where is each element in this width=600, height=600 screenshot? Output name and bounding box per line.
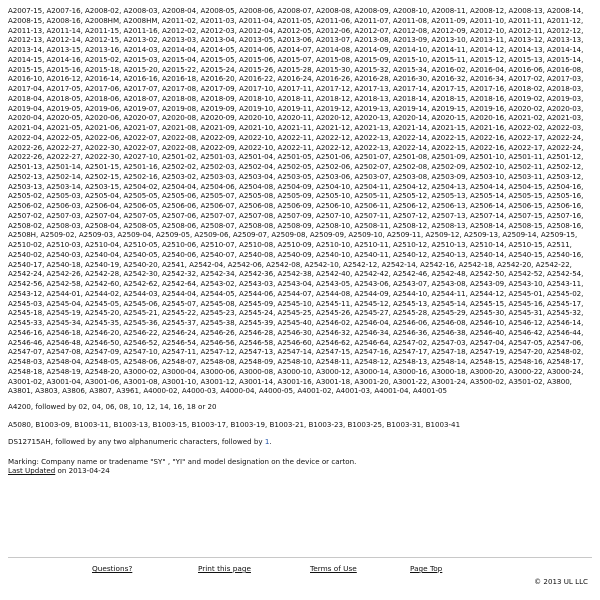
ds12715-line [8,437,592,447]
last-updated-label: Last Updated [8,466,56,476]
copyright-icon: © [534,578,542,586]
model-list: A2007-15, A2007-16, A2008-02, A2008-03, A2008-04, A2008-05, A2008-06, A2008-07, A2008-08, A2008-09, A2008-10, A2008-11, A2008-12, A2008-13, A2008-14, A2008-15, A2008-16, A2008HM, A2008HM, A2011-02, A2011-03, A2011-04, A2011-05, A2011-06, A2011-07, A2011-08, A2011-09, A2011-10, A2011-11, A2011-12, A2011-13, A2011-14, A2011-15, A2011-16, A2012-02, A2012-03, A2012-04, A2012-05, A2012-06, A2012-07, A2012-08, A2012-09, A2012-10, A2012-11, A2012-12, A2012-13, A2012-14, A2012-15, A2013-02, A2013-03, A2013-04, A2013-05, A2013-06, A2013-07, A2013-08, A2013-09, A2013-10, A2013-11, A2013-12, A2013-13, A2013-14, A2013-15, A2013-16, A2014-03, A2014-04, A2014-05, A2014-06, A2014-07, A2014-08, A2014-09, A2014-10, A2014-11, A2014-12, A2014-13, A2014-14, A2014-15, A2014-16, A2015-02, A2015-03, A2015-04, A2015-05, A2015-06, A2015-07, A2015-08, A2015-09, A2015-10, A2015-11, A2015-12, A2015-13, A2015-14, A2015-15, A2015-16, A2015-18, A2015-20, A2015-22, A2015-24, A2015-26, A2015-28, A2015-30, A2015-32, A2015-34, A2016-02, A2016-04, A2016-06, A2016-08, A2016-10, A2016-12, A2016-14, A2016-16, A2016-18, A2016-20, A2016-22, A2016-24, A2016-26, A2016-28, A2016-30, A2016-32, A2016-34, A2017-02, A2017-03, A2017-04, A2017-05, A2017-06, A2017-07, A2017-08, A2017-09, A2017-10, A2017-11, A2017-12, A2017-13, A2017-14, A2017-15, A2017-16, A2018-02, A2018-03, A2018-04, A2018-05, A2018-06, A2018-07, A2018-08, A2018-09, A2018-10, A2018-11, A2018-12, A2018-13, A2018-14, A2018-15, A2018-16, A2019-02, A2019-03, A2019-04, A2019-05, A2019-06, A2019-07, A2019-08, A2019-09, A2019-10, A2019-11, A2019-12, A2019-13, A2019-14, A2019-15, A2019-16, A2020-02, A2020-03, A2020-04, A2020-05, A2020-06, A2020-07, A2020-08, A2020-09, A2020-10, A2020-11, A2020-12, A2020-13, A2020-14, A2020-15, A2020-16, A2021-02, A2021-03, A2021-04, A2021-05, A2021-06, A2021-07, A2021-08, A2021-09, A2021-10, A2021-11, A2021-12, A2021-13, A2021-14, A2021-15, A2021-16, A2022-02, A2022-03, A2022-04, A2022-05, A2022-06, A2022-07, A2022-08, A2022-09, A2022-10, A2022-11, A2022-12, A2022-13, A2022-14, A2022-15, A2022-16, A2022-17, A2022-24, A2022-26, A2022-27, A2022-30, A2022-07, A2022-08, A2022-09, A2022-10, A2022-11, A2022-12, A2022-13, A2022-14, A2022-15, A2022-16, A2022-17, A2022-24, A2022-26, A2022-27, A2022-30, A2027-10, A2501-02, A2501-03, A2501-04, A2501-05, A2501-06, A2501-07, A2501-08, A2501-09, A2501-10, A2501-11, A2501-12, A2501-13, A2501-14, A2501-15, A2501-16, A2502-02, A2502-03, A2502-04, A2502-05, A2502-06, A2502-07, A2502-08, A2502-09, A2502-10, A2502-11, A2502-12, A2502-13, A2502-14, A2502-15, A2502-16, A2503-02, A2503-03, A2503-04, A2503-05, A2503-06, A2503-07, A2503-08, A2503-09, A2503-10, A2503-11, A2503-12, A2503-13, A2503-14, A2503-15, A2504-02, A2504-04, A2504-06, A2504-08, A2504-09, A2504-10, A2504-11, A2504-12, A2504-13, A2504-14, A2504-15, A2504-16, A2505-02, A2505-03, A2505-04, A2505-05, A2505-06, A2505-07, A2505-08, A2505-09, A2505-10, A2505-11, A2505-12, A2505-13, A2505-14, A2505-15, A2505-16, A2506-02, A2506-03, A2506-04, A2506-05, A2506-06, A2506-07, A2506-08, A2506-09, A2506-10, A2506-11, A2506-12, A2506-13, A2506-14, A2506-15, A2506-16, A2507-02, A2507-03, A2507-04, A2507-05, A2507-06, A2507-07, A2507-08, A2507-09, A2507-10, A2507-11, A2507-12, A2507-13, A2507-14, A2507-15, A2507-16, A2508-02, A2508-03, A2508-04, A2508-05, A2508-06, A2508-07, A2508-08, A2508-09, A2508-10, A2508-11, A2508-12, A2508-13, A2508-14, A2508-15, A2508-16, A2508H, A2509-02, A2509-03, A2509-04, A2509-05, A2509-06, A2509-07, A2509-08, A2509-09, A2509-10, A2509-11, A2509-12, A2509-13, A2509-14, A2509-15, A2510-02, A2510-03, A2510-04, A2510-05, A2510-06, A2510-07, A2510-08, A2510-09, A2510-10, A2510-11, A2510-12, A2510-13, A2510-14, A2510-15, A2511, A2540-02, A2540-03, A2540-04, A2540-05, A2540-06, A2540-07, A2540-08, A2540-09, A2540-10, A2540-11, A2540-12, A2540-13, A2540-14, A2540-15, A2540-16, A2540-17, A2540-18, A2540-19, A2540-20, A2541, A2542-04, A2542-06, A2542-08, A2542-10, A2542-12, A2542-14, A2542-16, A2542-18, A2542-20, A2542-22, A2542-24, A2542-26, A2542-28, A2542-30, A2542-32, A2542-34, A2542-36, A2542-38, A2542-40, A2542-42, A2542-46, A2542-48, A2542-50, A2542-52, A2542-54, A2542-56, A2542-58, A2542-60, A2542-62, A2542-64, A2543-02, A2543-03, A2543-04, A2543-05, A2543-06, A2543-07, A2543-08, A2543-09, A2543-10, A2543-11, A2543-12, A2544-01, A2544-02, A2544-03, A2544-04, A2544-05, A2544-06, A2544-07, A2544-08, A2544-09, A2544-10, A2544-11, A2544-12, A2545-01, A2545-02, A2545-03, A2545-04, A2545-05, A2545-06, A2545-07, A2545-08, A2545-09, A2545-10, A2545-11, A2545-12, A2545-13, A2545-14, A2545-15, A2545-16, A2545-17, A2545-18, A2545-19, A2545-20, A2545-21, A2545-22, A2545-23, A2545-24, A2545-25, A2545-26, A2545-27, A2545-28, A2545-29, A2545-30, A2545-31, A2545-32, A2545-33, A2545-34, A2545-35, A2545-36, A2545-37, A2545-38, A2545-39, A2545-40, A2546-02, A2546-04, A2546-06, A2546-08, A2546-10, A2546-12, A2546-14, A2546-16, A2546-18, A2546-20, A2546-22, A2546-24, A2546-26, A2546-28, A2546-30, A2546-32, A2546-34, A2546-36, A2546-38, A2546-40, A2546-42, A2546-44, A2546-46, A2546-48, A2546-50, A2546-52, A2546-54, A2546-56, A2546-58, A2546-60, A2546-62, A2546-64, A2547-02, A2547-03, A2547-04, A2547-05, A2547-06, A2547-07, A2547-08, A2547-09, A2547-10, A2547-11, A2547-12, A2547-13, A2547-14, A2547-15, A2547-16, A2547-17, A2547-18, A2547-19, A2547-20, A2548-02, A2548-03, A2548-04, A2548-05, A2548-06, A2548-07, A2548-08, A2548-09, A2548-10, A2548-11, A2548-12, A2548-13, A2548-14, A2548-15, A2548-16, A2548-17, A2548-18, A2548-19, A2548-20, A3000-02, A3000-04, A3000-06, A3000-08, A3000-10, A3000-12, A3000-14, A3000-16, A3000-18, A3000-20, A3000-22, A3000-24, A3001-02, A3001-04, A3001-06, A3001-08, A3001-10, A3001-12, A3001-14, A3001-16, A3001-18, A3001-20, A3001-22, A3001-24, A3500-02, A3501-02, A3800, A3801, A3803, A3806, A3807, A3961, A4000-02, A4000-03, A4000-04, A4000-05, A4001-02, A4001-03, A4001-04, A4001-05 [8,6,584,396]
document-page [8,6,592,476]
marking-line: Marking: Company name or tradename "SY" , "YI" and model designation on the device or carton. [8,456,357,466]
ds12715-prefix: DS12715AH, followed by any two alphanumeric characters, followed by [8,437,265,447]
page-top-link[interactable]: Page Top [410,564,443,573]
terms-of-use-link[interactable]: Terms of Use [310,564,357,573]
copyright-notice [534,577,588,586]
copyright-text: 2013 UL LLC [541,577,588,586]
a4200-line: A4200, followed by 02, 04, 06, 08, 10, 12, 14, 16, 18 or 20 [8,402,217,411]
ds12715-emph: 1 [264,437,270,447]
print-page-link[interactable]: Print this page [198,564,251,573]
questions-link[interactable]: Questions? [92,564,133,573]
footer-links [8,557,592,578]
last-updated-line [8,466,592,476]
a5080-line: A5080, B1003-09, B1003-11, B1003-13, B1003-15, B1003-17, B1003-19, B1003-21, B1003-23, B1003-25, B1003-31, B1003-41 [8,419,461,429]
last-updated-value: on 2013-04-24 [55,466,110,476]
ds12715-suffix: . [269,437,272,447]
